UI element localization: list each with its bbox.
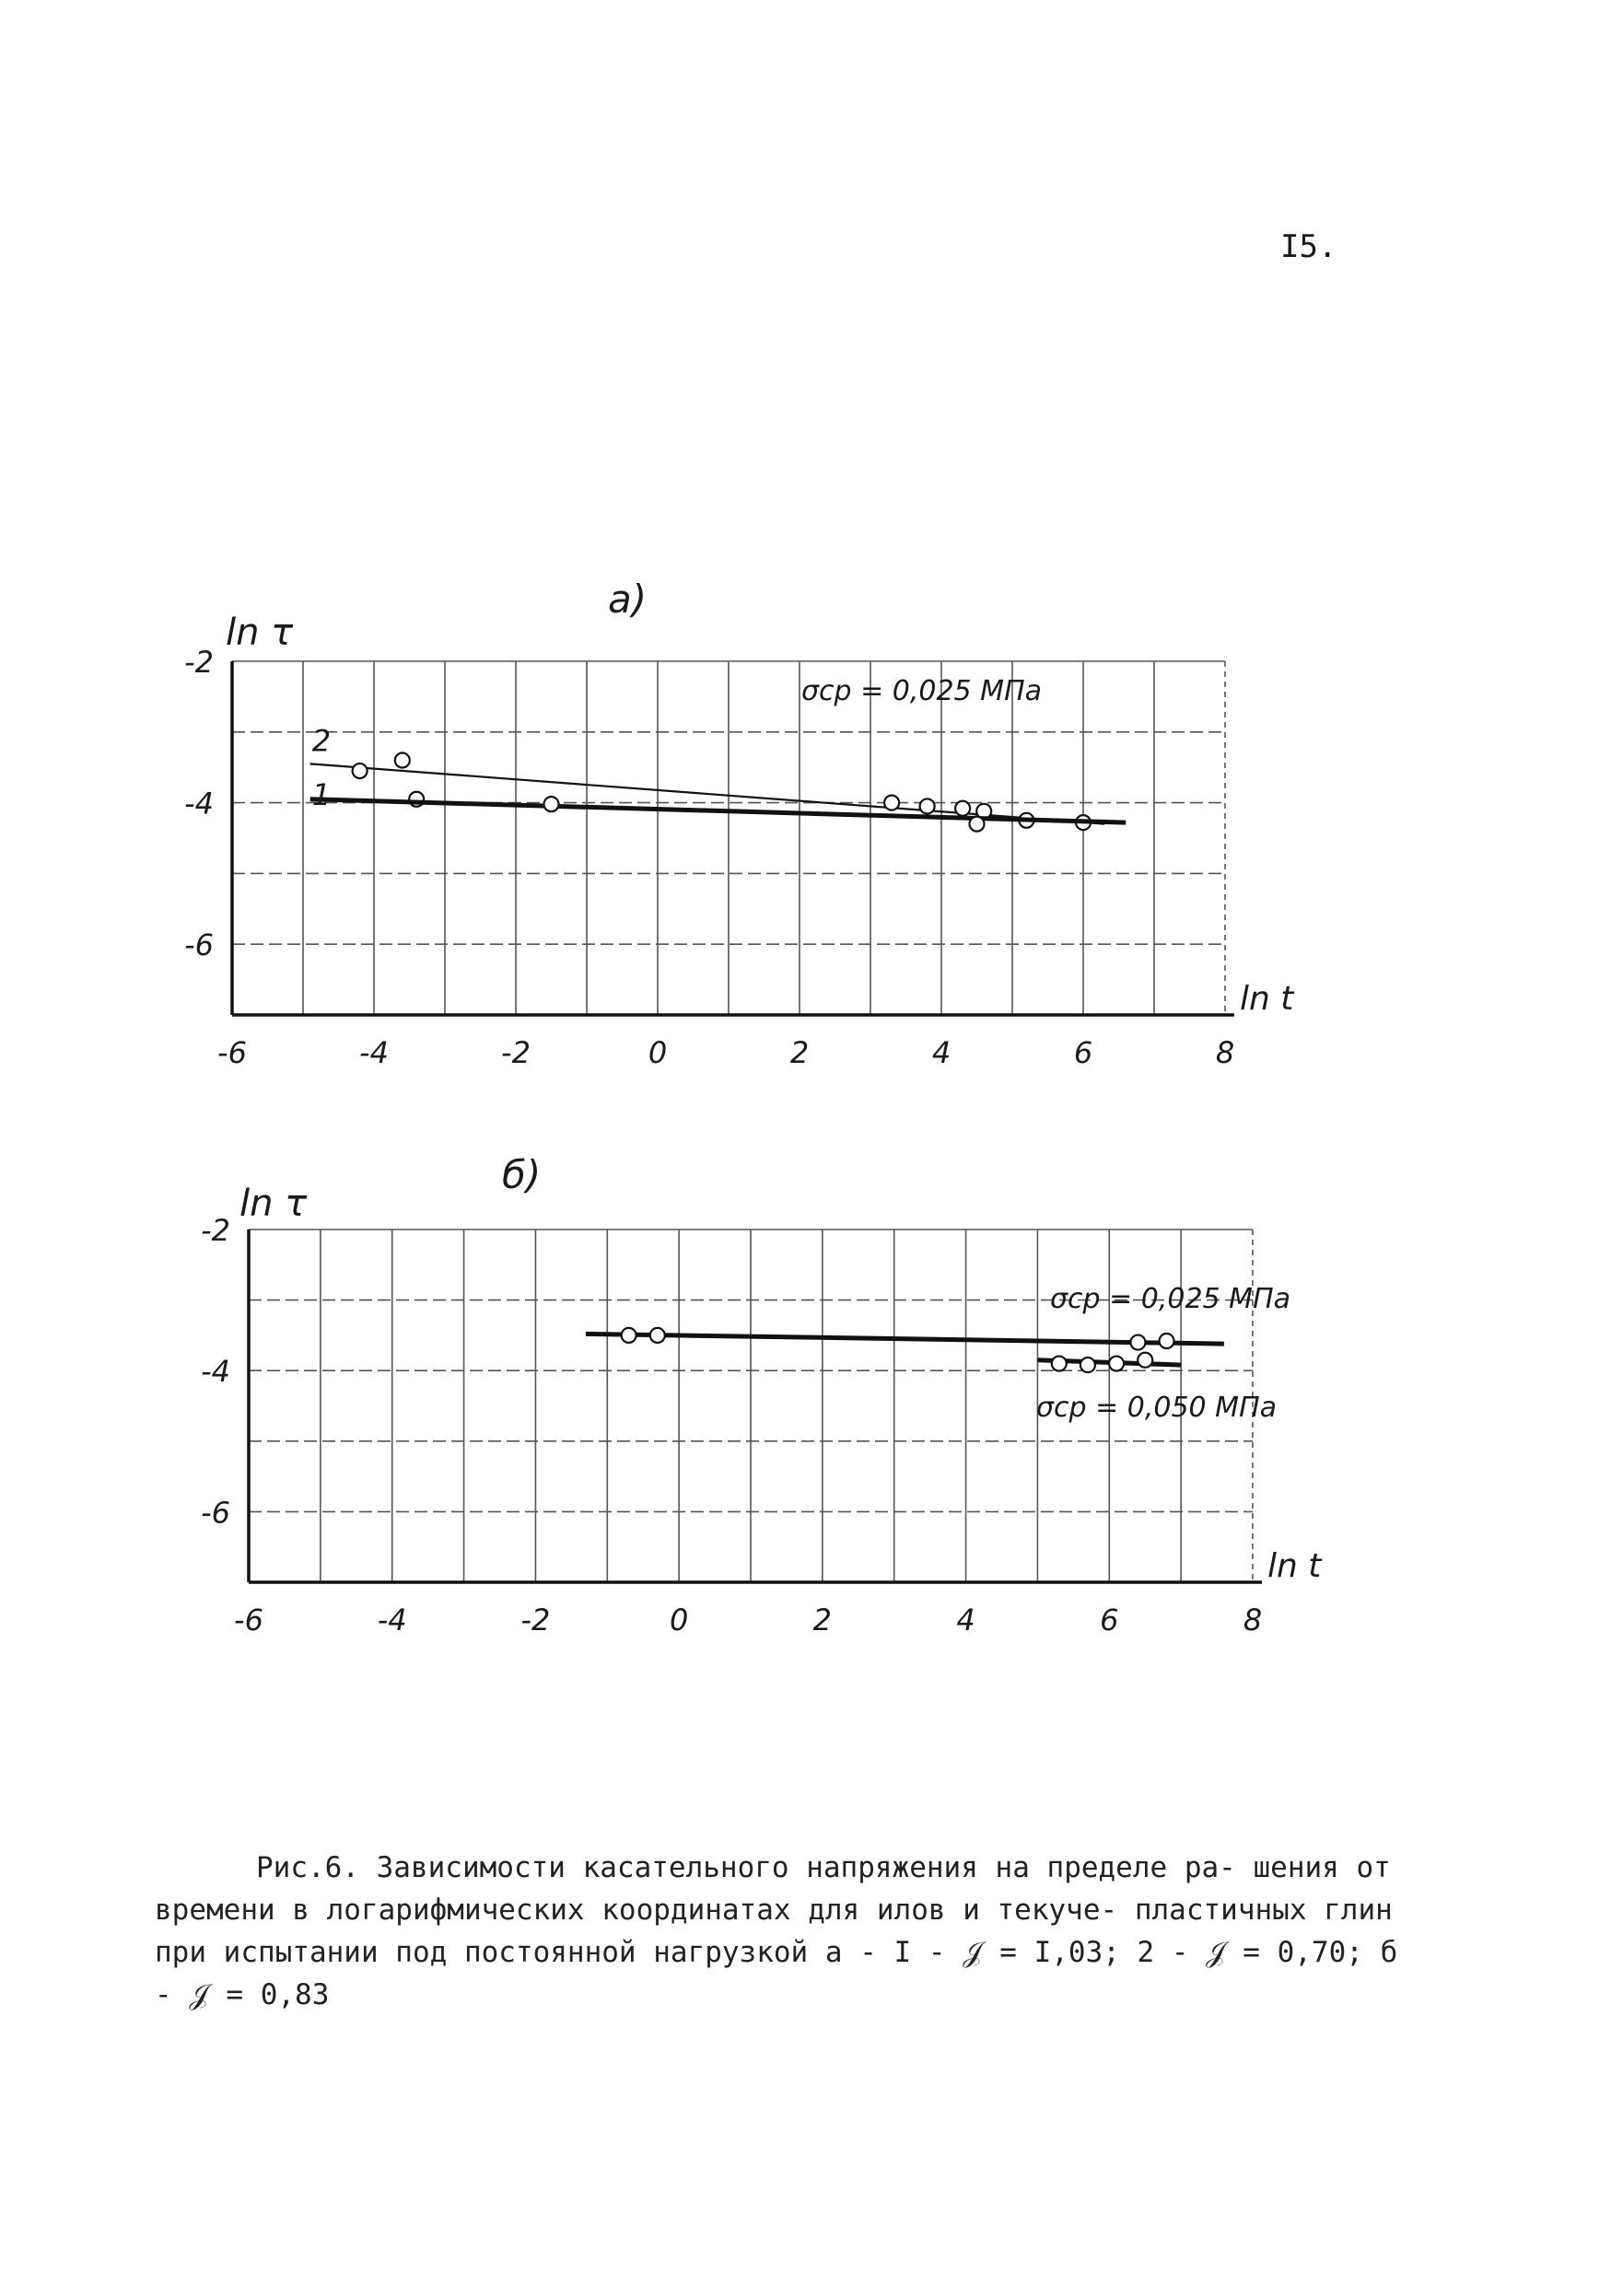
chart-a-data-point <box>970 817 985 832</box>
chart-b-y-axis-label: ln τ <box>239 1183 308 1225</box>
chart-b-x-tick-label: 6 <box>1100 1603 1119 1638</box>
chart-a-series-label: 1 <box>311 776 332 812</box>
chart-a-x-tick-label: -4 <box>359 1035 389 1070</box>
chart-a-x-tick-label: -6 <box>217 1035 247 1070</box>
chart-b-series-line <box>586 1334 1224 1344</box>
page-number: I5. <box>1280 228 1337 265</box>
chart-b-x-axis-label: ln t <box>1267 1547 1322 1585</box>
figure-caption <box>155 1847 1407 2016</box>
chart-a-data-point <box>395 753 410 768</box>
chart-b-annotation: σср = 0,050 МПа <box>1036 1392 1278 1424</box>
chart-b-panel-label: б) <box>502 1152 542 1197</box>
chart-a-annotation: σср = 0,025 МПа <box>801 675 1043 707</box>
chart-b-x-tick-label: -2 <box>520 1603 551 1638</box>
chart-b-x-tick-label: -6 <box>234 1603 263 1638</box>
chart-a-data-point <box>353 763 368 778</box>
chart-b-data-point <box>1052 1357 1067 1371</box>
chart-a-data-point <box>544 797 559 811</box>
caption-line-1: Рис.6. Зависимости касательного напряжения на пределе ра- <box>256 1851 1236 1884</box>
chart-a-series-label: 2 <box>311 723 332 759</box>
chart-a-y-tick-label: -4 <box>184 786 214 822</box>
chart-b-data-point <box>1138 1353 1152 1368</box>
chart-a-x-tick-label: 2 <box>789 1035 810 1070</box>
chart-a-x-tick-label: 6 <box>1073 1035 1093 1070</box>
chart-b-annotation: σср = 0,025 МПа <box>1050 1283 1291 1315</box>
chart-a-x-tick-label: 8 <box>1215 1035 1235 1070</box>
chart-a-y-axis-label: ln τ <box>226 612 294 654</box>
chart-b-y-tick-label: -4 <box>201 1354 230 1390</box>
chart-a-y-tick-label: -6 <box>184 927 214 963</box>
chart-a-x-axis-label: ln t <box>1240 980 1294 1018</box>
chart-a-data-point <box>920 798 935 813</box>
caption-line-2: шения от времени в логарифмических координатах для илов и текуче- <box>155 1851 1391 1927</box>
chart-b-y-tick-label: -6 <box>201 1495 230 1531</box>
chart-a-x-tick-label: 0 <box>648 1035 668 1070</box>
chart-b-data-point <box>1130 1335 1145 1350</box>
chart-a-y-tick-label: -2 <box>184 645 214 680</box>
chart-b-data-point <box>1080 1358 1095 1372</box>
chart-b-x-tick-label: -4 <box>377 1603 407 1638</box>
chart-b-data-point <box>622 1328 636 1343</box>
chart-a-data-point <box>955 801 970 816</box>
chart-b-data-point <box>1109 1357 1124 1371</box>
caption-line-4: = I,03; 2 - 𝒥 = 0,70; б - 𝒥 = 0,83 <box>155 1936 1398 2011</box>
chart-b-x-tick-label: 0 <box>669 1603 689 1638</box>
chart-a-panel-label: а) <box>608 577 648 622</box>
chart-a-x-tick-label: -2 <box>501 1035 531 1070</box>
caption-line-3: пластичных глин при испытании под постоянной нагрузкой а - I - 𝒥 <box>155 1894 1393 1969</box>
chart-b-data-point <box>1160 1334 1174 1348</box>
chart-a-x-tick-label: 4 <box>931 1035 951 1070</box>
chart-b-x-tick-label: 8 <box>1243 1603 1263 1638</box>
chart-b-y-tick-label: -2 <box>201 1213 230 1248</box>
chart-b-data-point <box>650 1328 665 1343</box>
chart-b-x-tick-label: 2 <box>812 1603 833 1638</box>
chart-a-data-point <box>884 796 899 810</box>
chart-b-x-tick-label: 4 <box>956 1603 975 1638</box>
